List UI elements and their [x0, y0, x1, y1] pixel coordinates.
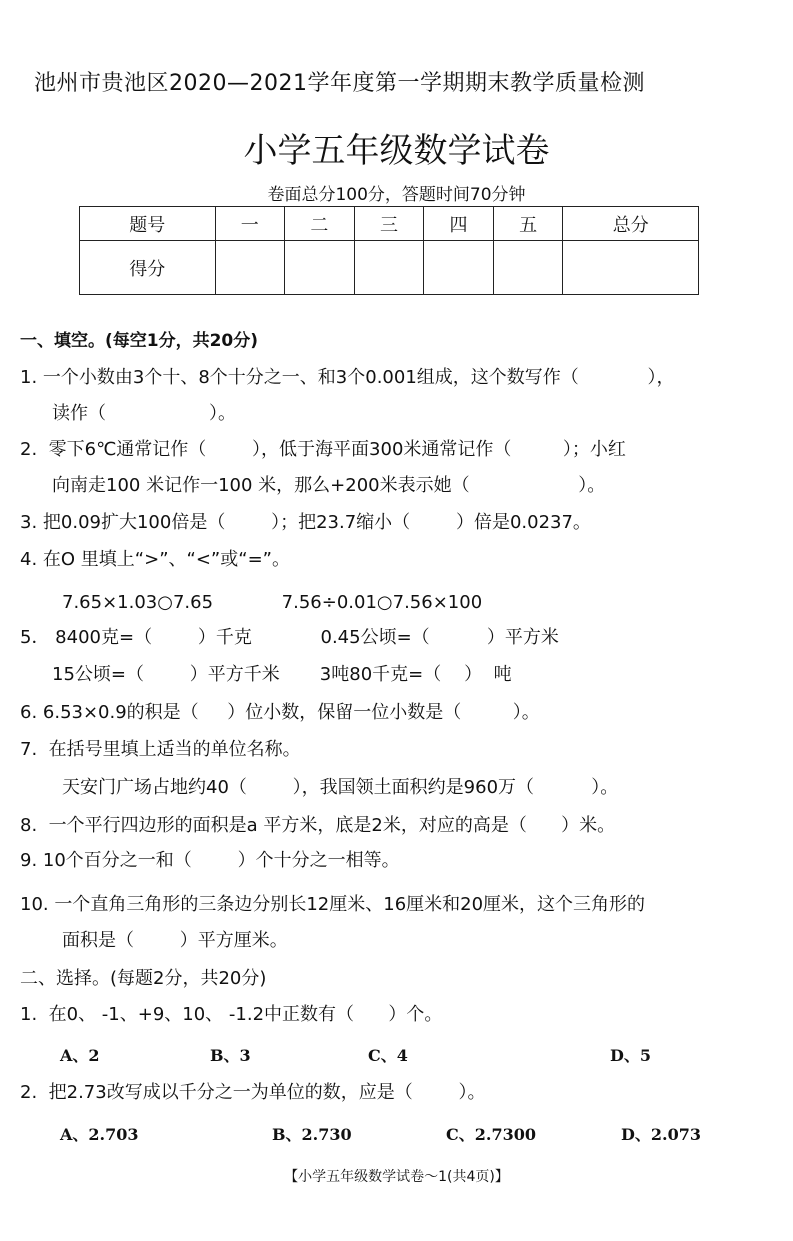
question-line: 1. 一个小数由3个十、8个十分之一、和3个0.001组成，这个数写作（ ），	[20, 367, 675, 388]
paper-title: 小学五年级数学试卷	[243, 131, 550, 171]
choice-question-2: 2. 把2.73改写成以千分之一为单位的数，应是（ ）。	[20, 1082, 486, 1103]
score-cell	[493, 241, 563, 295]
score-cell	[285, 241, 355, 295]
choice-option: A、2.703	[60, 1125, 139, 1144]
question-line: 面积是（ ）平方厘米。	[62, 930, 288, 951]
question-line: 7. 在括号里填上适当的单位名称。	[20, 739, 301, 760]
score-cell	[563, 241, 699, 295]
choice-option: B、2.730	[272, 1125, 352, 1144]
question-line: 天安门广场占地约40（ ），我国领土面积约是960万（ ）。	[62, 777, 619, 798]
score-header-cell: 总分	[563, 207, 699, 241]
question-line: 3. 把0.09扩大100倍是（ ）；把23.7缩小（ ）倍是0.0237。	[20, 512, 591, 533]
score-header-cell: 二	[285, 207, 355, 241]
question-line: 5． 8400克=（ ）千克 0.45公顷=（ ）平方米	[20, 627, 559, 648]
question-line: 读作（ ）。	[52, 403, 236, 424]
question-line: 15公顷=（ ）平方千米 3吨80千克=（ ） 吨	[52, 664, 512, 685]
score-header-cell: 三	[354, 207, 424, 241]
question-line: 向南走100 米记作一100 米，那么+200米表示她（ ）。	[52, 475, 606, 496]
score-cell	[424, 241, 494, 295]
choice-option: C、4	[368, 1046, 408, 1065]
question-line: 6. 6.53×0.9的积是（ ）位小数，保留一位小数是（ ）。	[20, 702, 540, 723]
section-1-title: 一、填空。(每空1分，共20分)	[20, 331, 259, 351]
score-header-cell: 五	[493, 207, 563, 241]
question-line: 4. 在O 里填上“>”、“<”或“=”。	[20, 549, 290, 570]
score-header-cell: 一	[215, 207, 285, 241]
score-header-cell: 题号	[80, 207, 216, 241]
score-cell	[354, 241, 424, 295]
score-table-header-row	[80, 207, 699, 241]
choice-option: D、2.073	[621, 1125, 701, 1144]
choice-option: A、2	[60, 1046, 100, 1065]
question-line: 7.65×1.03○7.65 7.56÷0.01○7.56×100	[62, 592, 483, 613]
paper-subtitle: 卷面总分100分，答题时间70分钟	[267, 185, 526, 205]
score-table	[79, 206, 699, 295]
choice-option: B、3	[210, 1046, 251, 1065]
page-footer: 【小学五年级数学试卷～1(共4页)】	[284, 1169, 509, 1185]
question-line: 10. 一个直角三角形的三条边分别长12厘米、16厘米和20厘米，这个三角形的	[20, 894, 646, 915]
score-row-label: 得分	[80, 241, 216, 295]
question-line: 2. 零下6℃通常记作（ ），低于海平面300米通常记作（ ）；小红	[20, 439, 626, 460]
score-table-score-row	[80, 241, 699, 295]
choice-option: D、5	[610, 1046, 652, 1065]
question-line: 9. 10个百分之一和（ ）个十分之一相等。	[20, 850, 400, 871]
score-header-cell: 四	[424, 207, 494, 241]
score-cell	[215, 241, 285, 295]
choice-question-1: 1. 在0、 -1、+9、10、 -1.2中正数有（ ）个。	[20, 1004, 443, 1025]
choice-option: C、2.7300	[446, 1125, 536, 1144]
question-line: 8. 一个平行四边形的面积是a 平方米，底是2米，对应的高是（ ）米。	[20, 815, 616, 836]
section-2-title: 二、选择。(每题2分，共20分)	[20, 968, 267, 989]
exam-header: 池州市贵池区2020—2021学年度第一学期期末教学质量检测	[34, 71, 645, 96]
